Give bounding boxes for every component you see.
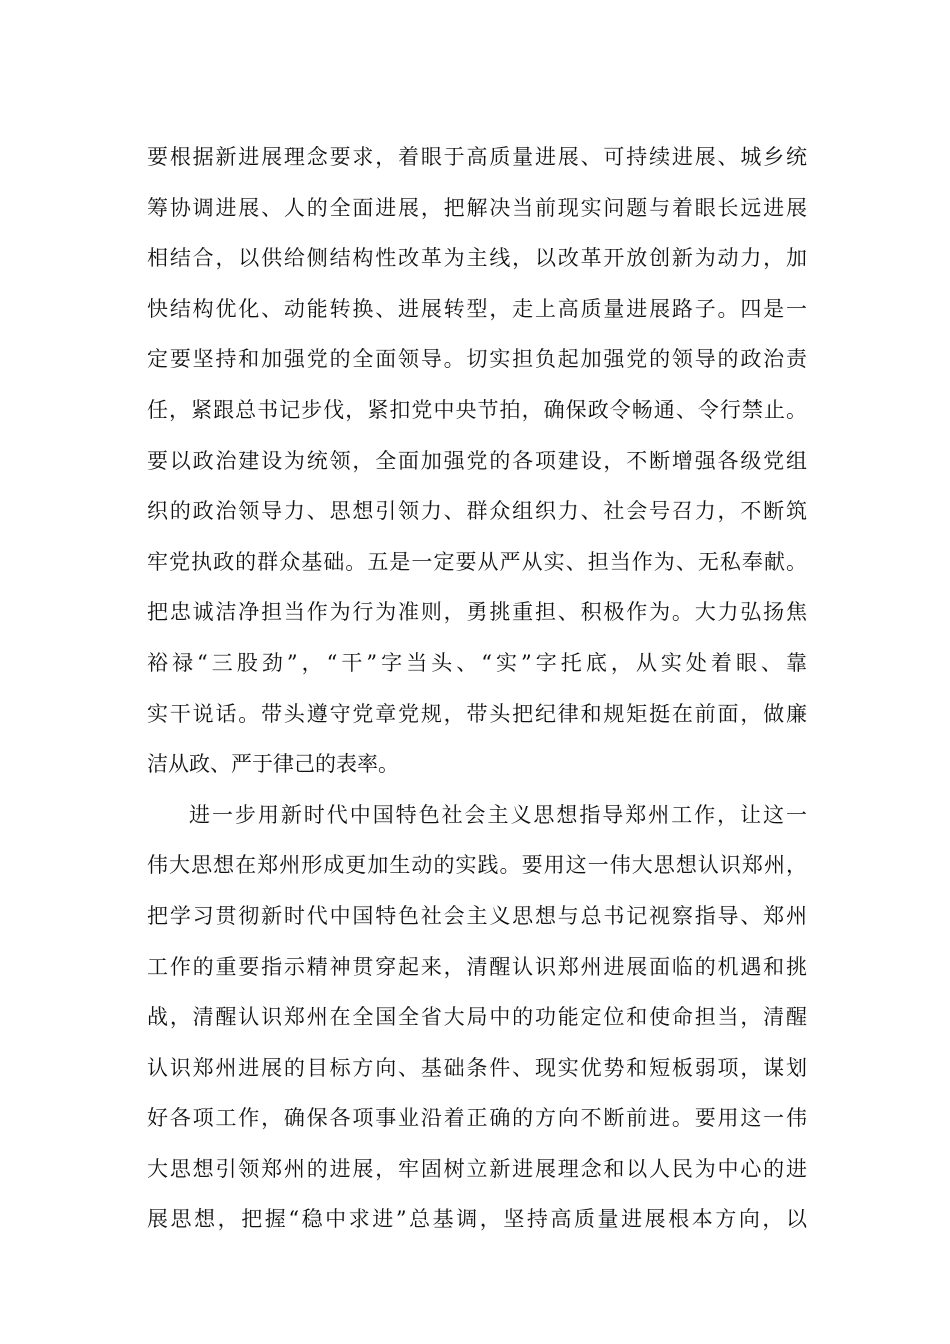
paragraph-1 — [147, 132, 807, 790]
text-line: 牢党执政的群众基础。五是一定要从严从实、担当作为、无私奉献。 — [147, 549, 807, 574]
text-line: 要以政治建设为统领，全面加强党的各项建设，不断增强各级党组 — [147, 448, 807, 473]
text-line: 伟大思想在郑州形成更加生动的实践。要用这一伟大思想认识郑州， — [147, 853, 807, 878]
text-line: 相结合，以供给侧结构性改革为主线，以改革开放创新为动力，加 — [147, 246, 807, 271]
text-line: 工作的重要指示精神贯穿起来，清醒认识郑州进展面临的机遇和挑 — [147, 954, 807, 979]
paragraph-2 — [147, 790, 807, 1245]
text-line: 把忠诚洁净担当作为行为准则，勇挑重担、积极作为。大力弘扬焦 — [147, 600, 807, 625]
text-line: 快结构优化、动能转换、进展转型，走上高质量进展路子。四是一 — [147, 296, 807, 321]
text-line: 把学习贯彻新时代中国特色社会主义思想与总书记视察指导、郑州 — [147, 903, 807, 928]
text-line: 认识郑州进展的目标方向、基础条件、现实优势和短板弱项，谋划 — [147, 1055, 807, 1080]
text-line: 好各项工作，确保各项事业沿着正确的方向不断前进。要用这一伟 — [147, 1106, 807, 1131]
text-line: 战，清醒认识郑州在全国全省大局中的功能定位和使命担当，清醒 — [147, 1005, 807, 1030]
text-line: 筹协调进展、人的全面进展，把解决当前现实问题与着眼长远进展 — [147, 195, 807, 220]
text-line: 裕禄“三股劲”，“干”字当头、“实”字托底，从实处着眼、靠 — [147, 650, 807, 675]
text-line: 要根据新进展理念要求，着眼于高质量进展、可持续进展、城乡统 — [147, 145, 807, 169]
text-line: 任，紧跟总书记步伐，紧扣党中央节拍，确保政令畅通、令行禁止。 — [147, 397, 807, 422]
text-line: 展思想，把握“稳中求进”总基调，坚持高质量进展根本方向，以 — [147, 1207, 807, 1232]
text-line: 实干说话。带头遵守党章党规，带头把纪律和规矩挺在前面，做廉 — [147, 701, 807, 726]
text-line: 大思想引领郑州的进展，牢固树立新进展理念和以人民为中心的进 — [147, 1156, 807, 1181]
text-line: 织的政治领导力、思想引领力、群众组织力、社会号召力，不断筑 — [147, 499, 807, 524]
document-body — [147, 132, 807, 1245]
text-line: 洁从政、严于律己的表率。 — [147, 752, 399, 777]
text-line: 进一步用新时代中国特色社会主义思想指导郑州工作，让这一 — [189, 802, 807, 827]
text-line: 定要坚持和加强党的全面领导。切实担负起加强党的领导的政治责 — [147, 347, 807, 372]
